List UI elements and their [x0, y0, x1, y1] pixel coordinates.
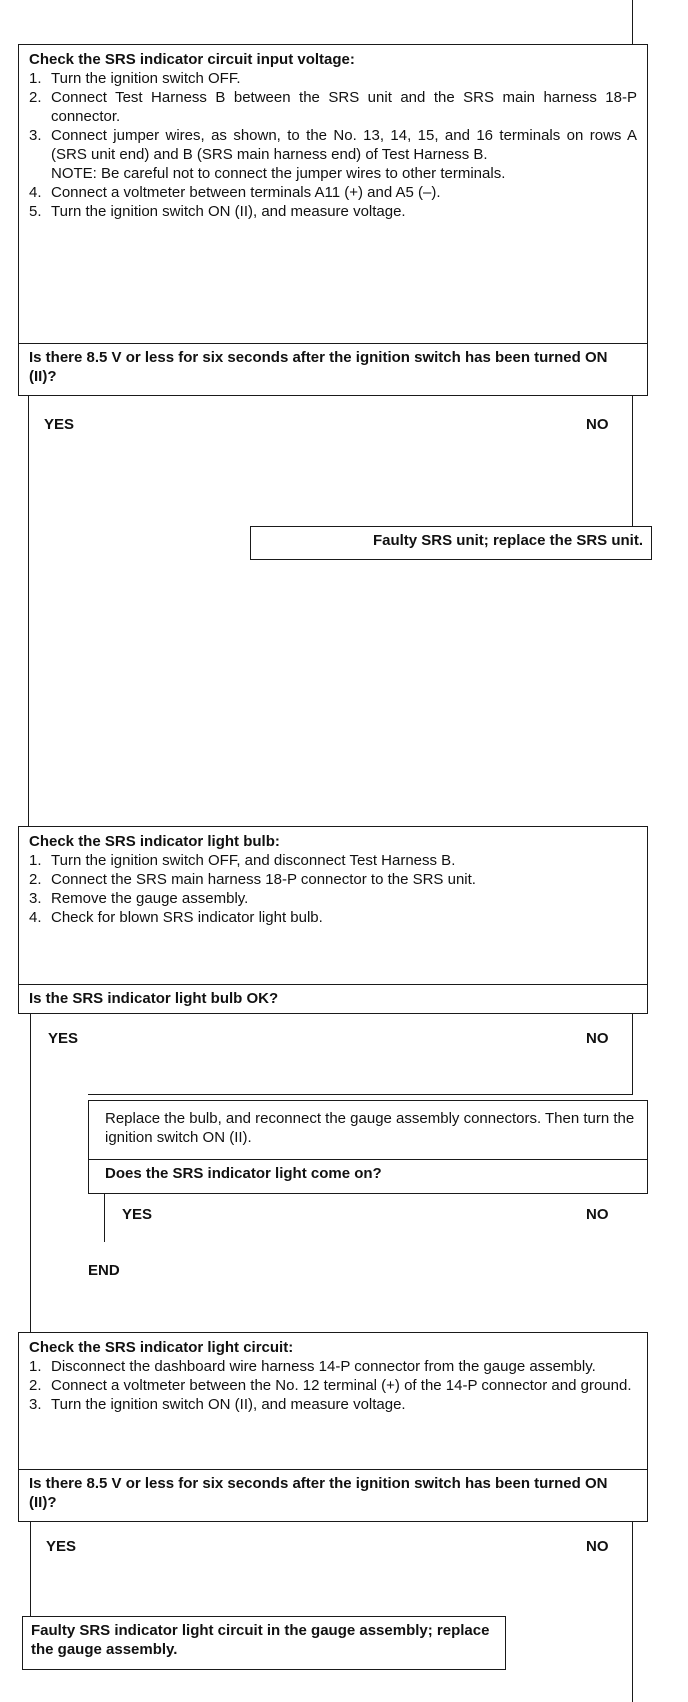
step3-list: [19, 1357, 647, 1418]
step2-header: Check the SRS indicator light bulb:: [29, 833, 280, 850]
list-item: 1. Turn the ignition switch OFF, and disconnect Test Harness B.: [29, 852, 456, 869]
step2-list: [19, 851, 647, 931]
step2b-box: [88, 1100, 648, 1194]
step2-no-connector: [88, 1094, 633, 1095]
step1-question: Is there 8.5 V or less for six seconds after the ignition switch has been turned ON (II)?: [19, 343, 647, 390]
step2b-yes-label: YES: [122, 1206, 153, 1223]
step1-yes-label: YES: [44, 416, 75, 433]
step2b-question: Does the SRS indicator light come on?: [89, 1159, 647, 1187]
flow-line-top: [632, 0, 633, 44]
list-item: 1. Turn the ignition switch OFF.: [29, 70, 241, 87]
step2-no-label: NO: [586, 1030, 609, 1047]
list-item: 3. Turn the ignition switch ON (II), and measure voltage.: [29, 1396, 406, 1413]
list-item: 4. Connect a voltmeter between terminals A11 (+) and A5 (–).: [29, 184, 441, 201]
step2-box: [18, 826, 648, 1014]
step3-no-line: [632, 1522, 633, 1702]
step3-yes-label: YES: [46, 1538, 77, 1555]
step1-no-result: Faulty SRS unit; replace the SRS unit.: [250, 526, 652, 560]
step1-no-line: [632, 396, 633, 526]
list-item: 3. Connect jumper wires, as shown, to the No. 13, 14, 15, and 16 terminals on rows A (SRS unit end) and B (SRS main harness end) of Test Harness B. NOTE: Be careful not to connect the jumper wires to other terminals.: [29, 127, 637, 182]
step1-list: [19, 69, 647, 225]
step2b-text: Replace the bulb, and reconnect the gauge assembly connectors. Then turn the ignition switch ON (II).: [105, 1110, 635, 1146]
step1-box: [18, 44, 648, 396]
list-item: 2. Connect the SRS main harness 18-P connector to the SRS unit.: [29, 871, 476, 888]
list-item: 3. Remove the gauge assembly.: [29, 890, 249, 907]
step3-header: Check the SRS indicator light circuit:: [29, 1339, 294, 1356]
list-item: 2. Connect Test Harness B between the SRS unit and the SRS main harness 18-P connector.: [29, 89, 637, 125]
step3-no-label: NO: [586, 1538, 609, 1555]
step2-yes-label: YES: [48, 1030, 79, 1047]
list-item: 2. Connect a voltmeter between the No. 12 terminal (+) of the 14-P connector and ground.: [29, 1377, 632, 1394]
step1-yes-line: [28, 396, 29, 826]
step3-yes-result: Faulty SRS indicator light circuit in the gauge assembly; replace the gauge assembly.: [22, 1616, 506, 1670]
step1-note: NOTE: Be careful not to connect the jumper wires to other terminals.: [51, 165, 506, 182]
step1-header: Check the SRS indicator circuit input voltage:: [29, 51, 355, 68]
step2b-yes-line: [104, 1194, 105, 1242]
list-item: 4. Check for blown SRS indicator light bulb.: [29, 909, 323, 926]
step3-yes-line: [30, 1522, 31, 1616]
list-item: 5. Turn the ignition switch ON (II), and measure voltage.: [29, 203, 406, 220]
step2-no-line: [632, 1014, 633, 1094]
step2b-no-label: NO: [586, 1206, 609, 1223]
list-item: 1. Disconnect the dashboard wire harness 14-P connector from the gauge assembly.: [29, 1358, 596, 1375]
end-label: END: [88, 1262, 120, 1279]
step1-no-label: NO: [586, 416, 609, 433]
step2-question: Is the SRS indicator light bulb OK?: [19, 984, 647, 1012]
step3-question: Is there 8.5 V or less for six seconds after the ignition switch has been turned ON (II)?: [19, 1469, 647, 1516]
step3-box: [18, 1332, 648, 1522]
